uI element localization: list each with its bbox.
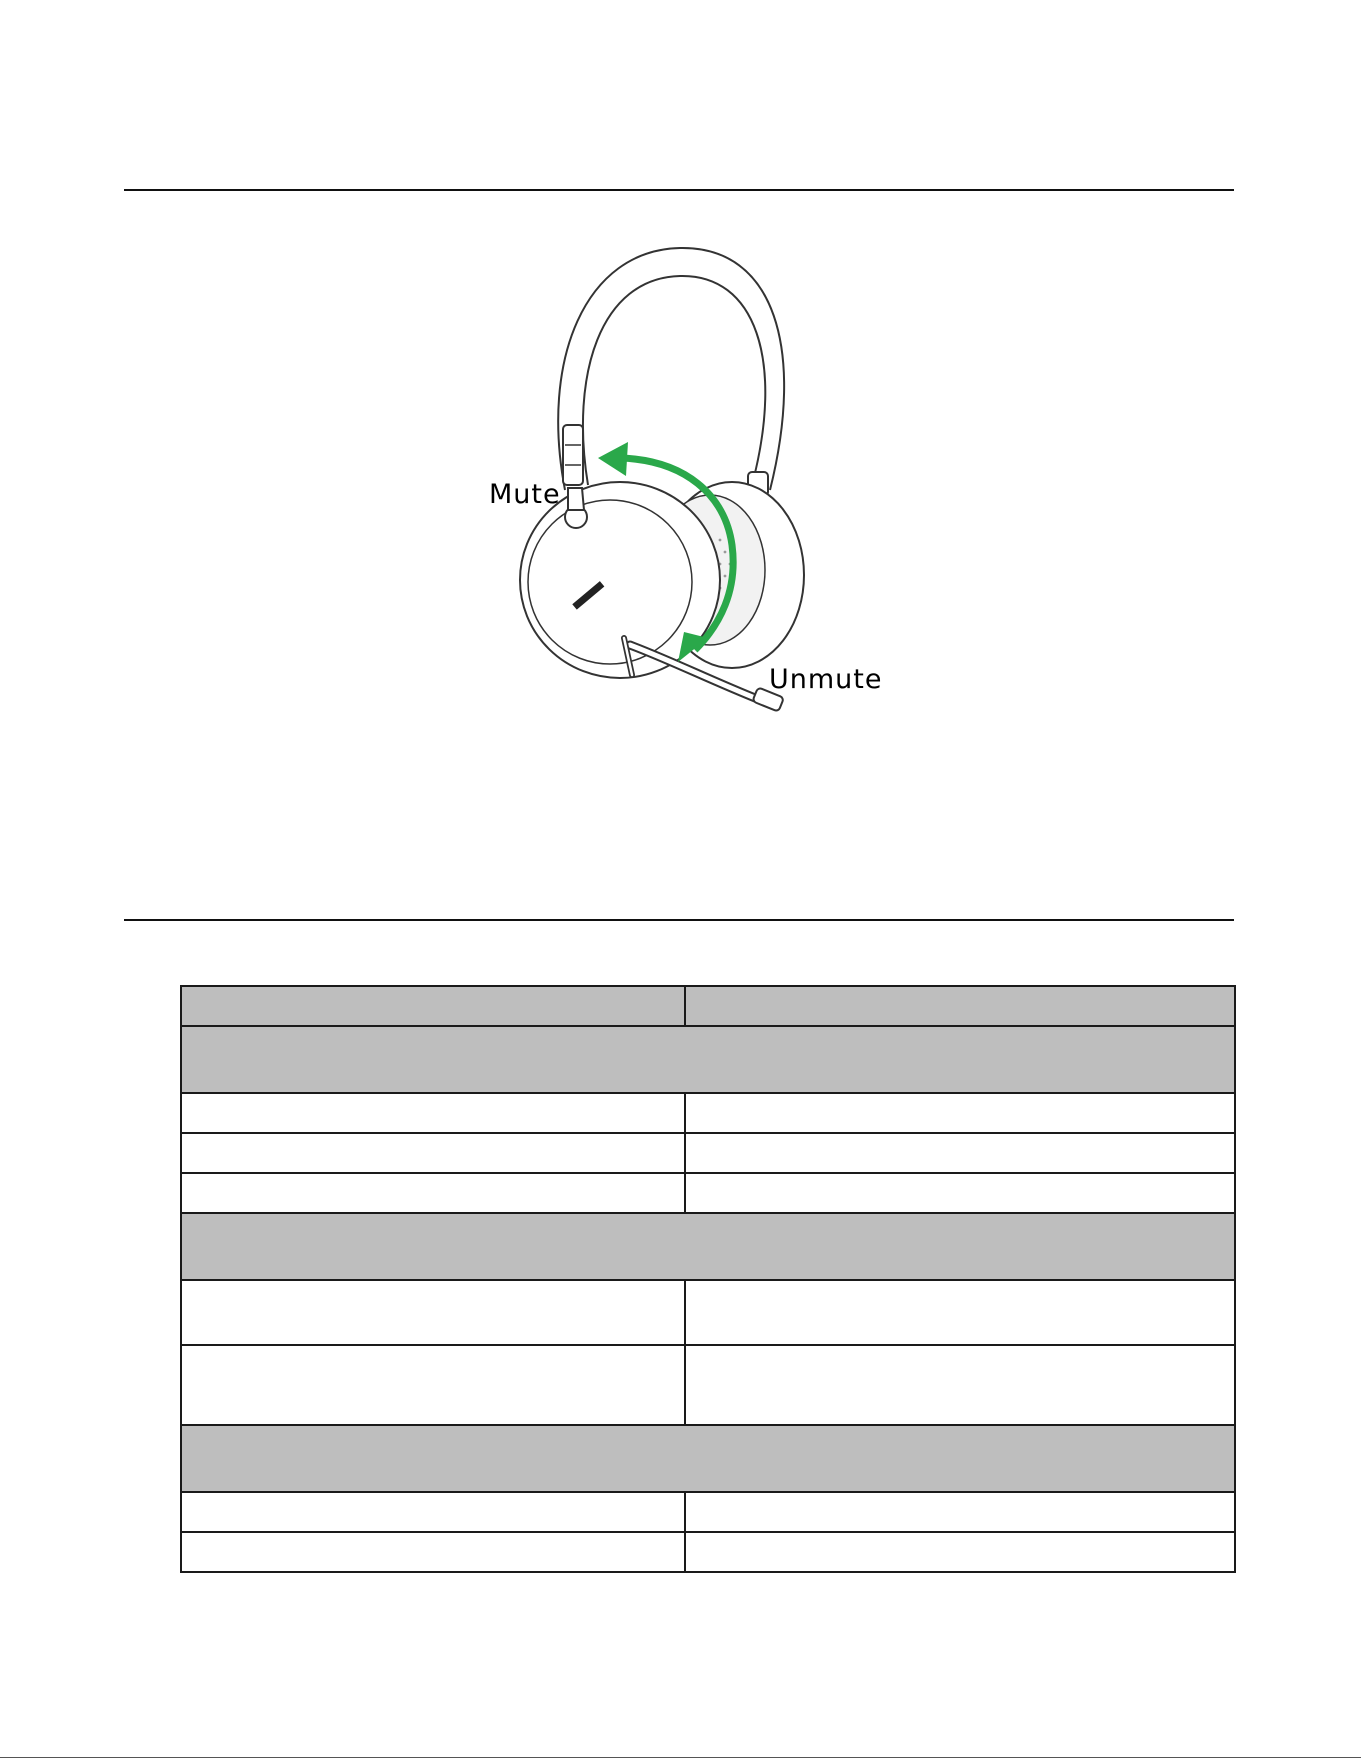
- page-footer-rule: [0, 1757, 1361, 1758]
- table-header-row: [181, 986, 1235, 1026]
- table-row: [181, 1133, 1235, 1173]
- table-cell: [181, 1492, 685, 1532]
- table-cell: [181, 1280, 685, 1345]
- table-row: [181, 1093, 1235, 1133]
- table-row: [181, 1492, 1235, 1532]
- table-row: [181, 1280, 1235, 1345]
- table-cell: [685, 1173, 1235, 1213]
- table-section-row: [181, 1026, 1235, 1093]
- table-row: [181, 1532, 1235, 1572]
- table-cell: [685, 1345, 1235, 1425]
- table-cell: [181, 1133, 685, 1173]
- table-cell: [685, 1133, 1235, 1173]
- table-section-cell: [181, 1425, 1235, 1492]
- table-row: [181, 1345, 1235, 1425]
- table-section-cell: [181, 1213, 1235, 1280]
- spec-table: [180, 985, 1236, 1573]
- table-cell: [181, 1345, 685, 1425]
- table-cell: [181, 1173, 685, 1213]
- table-section-row: [181, 1213, 1235, 1280]
- table-cell: [685, 1492, 1235, 1532]
- top-divider: [124, 189, 1234, 191]
- table-cell: [685, 1093, 1235, 1133]
- table-section-cell: [181, 1026, 1235, 1093]
- table-cell: [181, 1532, 685, 1572]
- table-section-row: [181, 1425, 1235, 1492]
- table-row: [181, 1173, 1235, 1213]
- section-divider: [124, 919, 1234, 921]
- table-cell: [685, 1532, 1235, 1572]
- mute-label: Mute: [489, 479, 561, 510]
- table-cell: [685, 1280, 1235, 1345]
- table-header-cell: [181, 986, 685, 1026]
- table-header-cell: [685, 986, 1235, 1026]
- table-cell: [181, 1093, 685, 1133]
- unmute-label: Unmute: [769, 664, 883, 695]
